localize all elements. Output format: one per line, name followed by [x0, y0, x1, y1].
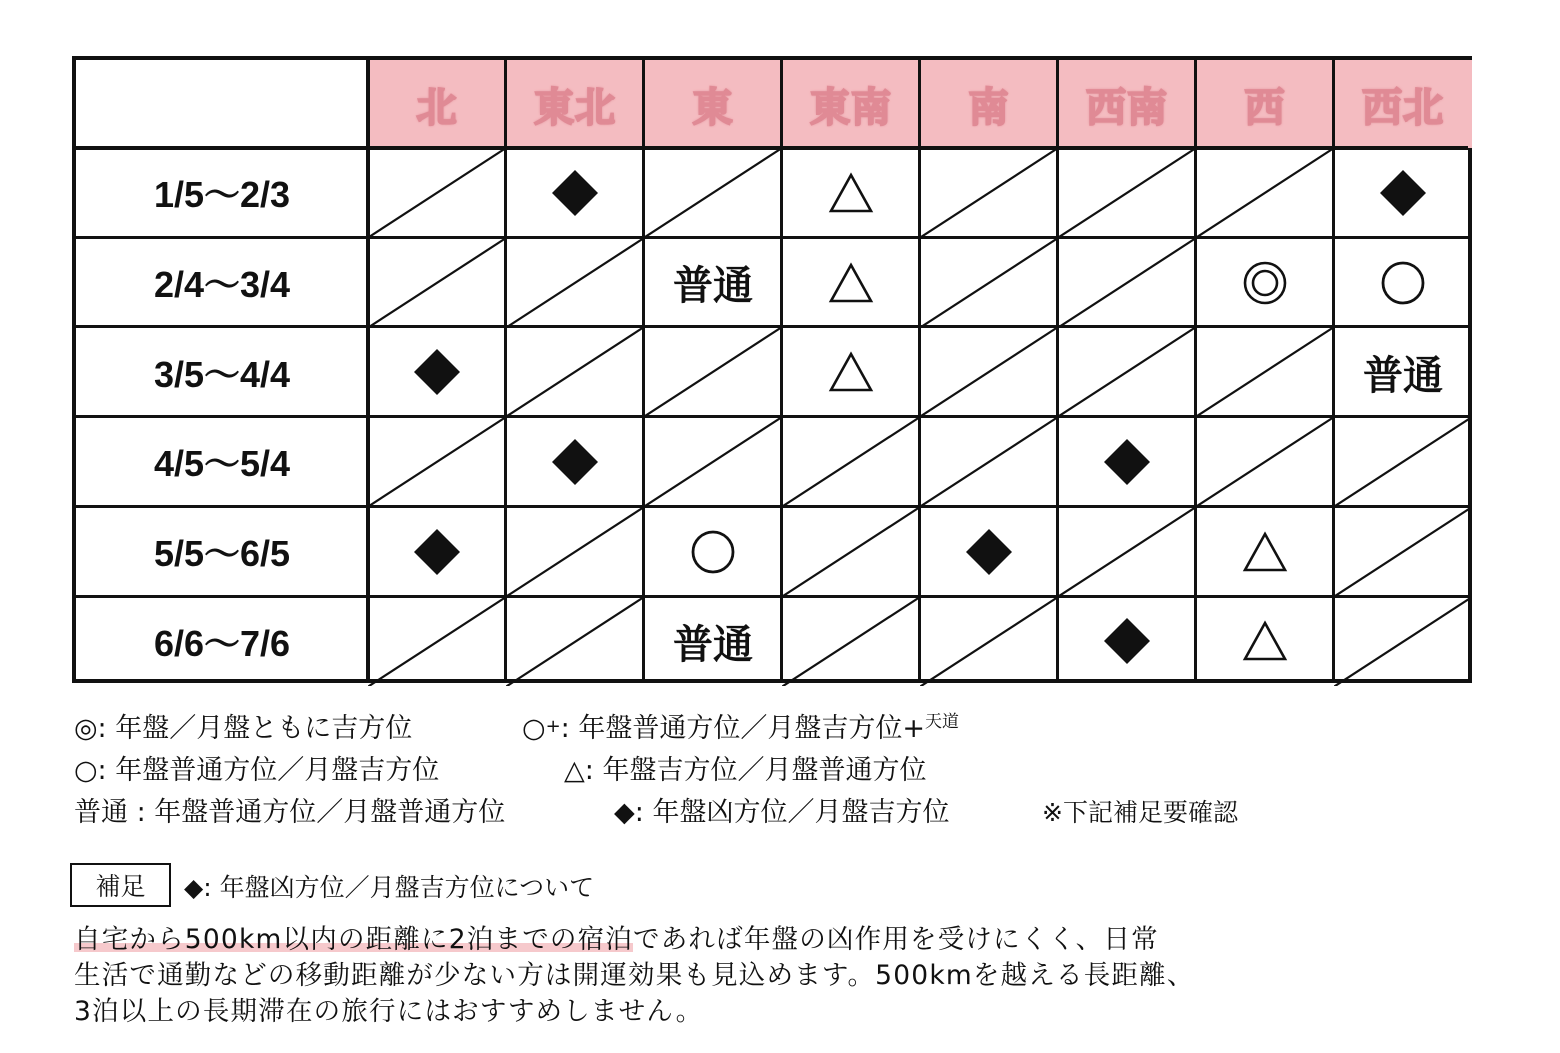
table-cell: [506, 148, 644, 238]
legend-diamond: ◆: 年盤凶方位／月盤吉方位: [614, 797, 950, 828]
table-cell: [1196, 507, 1334, 597]
header-direction-7: [1334, 60, 1472, 148]
header-label: 東: [692, 84, 734, 131]
table-cell: [920, 238, 1058, 328]
table-cell: [1196, 148, 1334, 238]
header-label: 西: [1244, 84, 1286, 131]
table-cell: [644, 417, 782, 507]
row-divider: [76, 325, 1468, 328]
column-divider: [1194, 60, 1197, 679]
table-cell: [368, 148, 506, 238]
legend-triangle: △: 年盤吉方位／月盤普通方位: [564, 755, 927, 786]
diagonal-line: [1058, 507, 1196, 597]
header-label: 東北: [534, 84, 616, 131]
header-direction-1: [506, 60, 644, 148]
supplement-box: 補足: [70, 863, 171, 907]
period-label: 1/5～2/3: [153, 174, 291, 216]
table-cell: [506, 507, 644, 597]
period-label: 6/6～7/6: [153, 622, 291, 664]
table-cell: [368, 417, 506, 507]
table-cell: [920, 507, 1058, 597]
diamond-mark: [1103, 438, 1151, 486]
diagonal-line: [782, 417, 920, 507]
header-direction-2: [644, 60, 782, 148]
table-cell: [920, 148, 1058, 238]
table-cell: [1334, 597, 1472, 687]
supplement-paragraph: [74, 922, 1334, 1030]
diagonal-line: [920, 238, 1058, 328]
diagonal-line: [1058, 238, 1196, 328]
table-cell: [506, 238, 644, 328]
direction-table: [72, 56, 1472, 683]
highlighted-text: 自宅から500km以内の距離に2泊までの宿泊: [74, 924, 634, 955]
paragraph-line-2: 生活で通勤などの移動距離が少ない方は開運効果も見込めます。500kmを越える長距離、: [74, 960, 1195, 991]
table-cell: [644, 148, 782, 238]
table-cell: [1058, 597, 1196, 687]
paragraph-line-3: 3泊以上の長期滞在の旅行にはおすすめしません。: [74, 996, 704, 1027]
circle-mark: [690, 529, 736, 575]
header-label: 北: [416, 84, 458, 131]
diagonal-line: [644, 417, 782, 507]
table-cell: [644, 507, 782, 597]
diagonal-line: [506, 597, 644, 687]
diagonal-line: [920, 327, 1058, 417]
table-cell: [1334, 507, 1472, 597]
legend-see-note: ※下記補足要確認: [1042, 798, 1238, 827]
diamond-mark: [1103, 617, 1151, 665]
column-divider: [780, 60, 783, 679]
diamond-mark: [551, 169, 599, 217]
table-cell: [506, 597, 644, 687]
table-cell: [1058, 507, 1196, 597]
legend-circle: ○: 年盤普通方位／月盤吉方位: [74, 755, 440, 786]
period-label: 5/5～6/5: [153, 533, 291, 575]
diagonal-line: [920, 417, 1058, 507]
diagonal-line: [920, 148, 1058, 238]
futsu-mark: 普通: [673, 263, 753, 310]
diagonal-line: [644, 327, 782, 417]
header-direction-5: [1058, 60, 1196, 148]
diamond-mark: [551, 438, 599, 486]
legend-futsu: 普通 : 年盤普通方位／月盤普通方位: [74, 797, 506, 828]
row-divider: [76, 505, 1468, 508]
table-cell: [782, 507, 920, 597]
diagonal-line: [782, 507, 920, 597]
diagonal-line: [506, 238, 644, 328]
table-cell: [368, 507, 506, 597]
circle-mark: [1380, 260, 1426, 306]
supplement-title: ◆: 年盤凶方位／月盤吉方位について: [184, 873, 595, 902]
futsu-mark: 普通: [1363, 352, 1443, 399]
diagonal-line: [1334, 597, 1472, 687]
legend-circle-plus: [522, 708, 959, 753]
paragraph-line-1-rest: であれば年盤の凶作用を受けにくく、日常: [633, 924, 1159, 955]
table-cell: [368, 238, 506, 328]
table-cell: [644, 238, 782, 328]
triangle-mark: [828, 172, 874, 214]
table-cell: [506, 327, 644, 417]
table-cell: [782, 327, 920, 417]
row-divider: [76, 595, 1468, 598]
diamond-mark: [965, 528, 1013, 576]
table-cell: [1334, 148, 1472, 238]
legend-circle-plus-text: : 年盤普通方位／月盤吉方位+: [560, 713, 925, 744]
column-divider: [1332, 60, 1335, 679]
table-cell: [1196, 327, 1334, 417]
column-divider: [642, 60, 645, 679]
legend-plus-sup: +: [545, 716, 561, 737]
diagonal-line: [368, 597, 506, 687]
table-cell: [1058, 417, 1196, 507]
diamond-mark: [413, 528, 461, 576]
diagonal-line: [368, 417, 506, 507]
table-cell: [1058, 238, 1196, 328]
header-label: 西南: [1086, 84, 1168, 131]
diagonal-line: [782, 597, 920, 687]
legend-circle-plus-symbol: ○: [522, 713, 546, 744]
header-direction-4: [920, 60, 1058, 148]
table-cell: [644, 597, 782, 687]
table-cell: [782, 238, 920, 328]
header-direction-3: [782, 60, 920, 148]
diagonal-line: [1334, 507, 1472, 597]
triangle-mark: [1242, 531, 1288, 573]
header-blank-cell: [76, 60, 368, 148]
triangle-mark: [828, 262, 874, 304]
diagonal-line: [1196, 148, 1334, 238]
header-direction-6: [1196, 60, 1334, 148]
column-divider: [918, 60, 921, 679]
header-label: 西北: [1362, 84, 1444, 131]
triangle-mark: [828, 351, 874, 393]
diagonal-line: [506, 327, 644, 417]
header-direction-0: [368, 60, 506, 148]
period-label: 3/5～4/4: [153, 353, 291, 395]
legend-tendo: 天道: [924, 712, 959, 732]
table-cell: [920, 597, 1058, 687]
table-cell: [644, 327, 782, 417]
diagonal-line: [644, 148, 782, 238]
diagonal-line: [1058, 327, 1196, 417]
diamond-mark: [1379, 169, 1427, 217]
table-cell: [368, 597, 506, 687]
table-cell: [1334, 417, 1472, 507]
legend-double-circle: ◎: 年盤／月盤ともに吉方位: [74, 713, 413, 744]
diagonal-line: [1058, 148, 1196, 238]
table-cell: [1058, 148, 1196, 238]
table-cell: [1334, 327, 1472, 417]
table-cell: [782, 597, 920, 687]
row-divider: [76, 415, 1468, 418]
table-cell: [368, 327, 506, 417]
table-cell: [1196, 417, 1334, 507]
period-label: 2/4～3/4: [153, 264, 291, 306]
double-circle-mark: [1242, 260, 1288, 306]
table-cell: [782, 417, 920, 507]
futsu-mark: 普通: [673, 621, 753, 668]
table-cell: [1196, 238, 1334, 328]
header-label: 東南: [810, 84, 892, 131]
header-label: 南: [968, 84, 1010, 131]
diagonal-line: [1334, 417, 1472, 507]
period-label: 4/5～5/4: [153, 443, 291, 485]
diagonal-line: [920, 597, 1058, 687]
row-divider: [76, 236, 1468, 239]
row-divider: [76, 146, 1468, 150]
table-cell: [920, 417, 1058, 507]
triangle-mark: [1242, 620, 1288, 662]
table-cell: [1196, 597, 1334, 687]
table-cell: [1058, 327, 1196, 417]
table-cell: [1334, 238, 1472, 328]
table-cell: [506, 417, 644, 507]
diagonal-line: [1196, 327, 1334, 417]
column-divider: [366, 60, 370, 679]
diagonal-line: [1196, 417, 1334, 507]
diagonal-line: [368, 148, 506, 238]
diagonal-line: [368, 238, 506, 328]
table-cell: [920, 327, 1058, 417]
table-cell: [782, 148, 920, 238]
diagonal-line: [506, 507, 644, 597]
diamond-mark: [413, 348, 461, 396]
column-divider: [1056, 60, 1059, 679]
column-divider: [504, 60, 507, 679]
paragraph-line-1: [74, 922, 1334, 958]
